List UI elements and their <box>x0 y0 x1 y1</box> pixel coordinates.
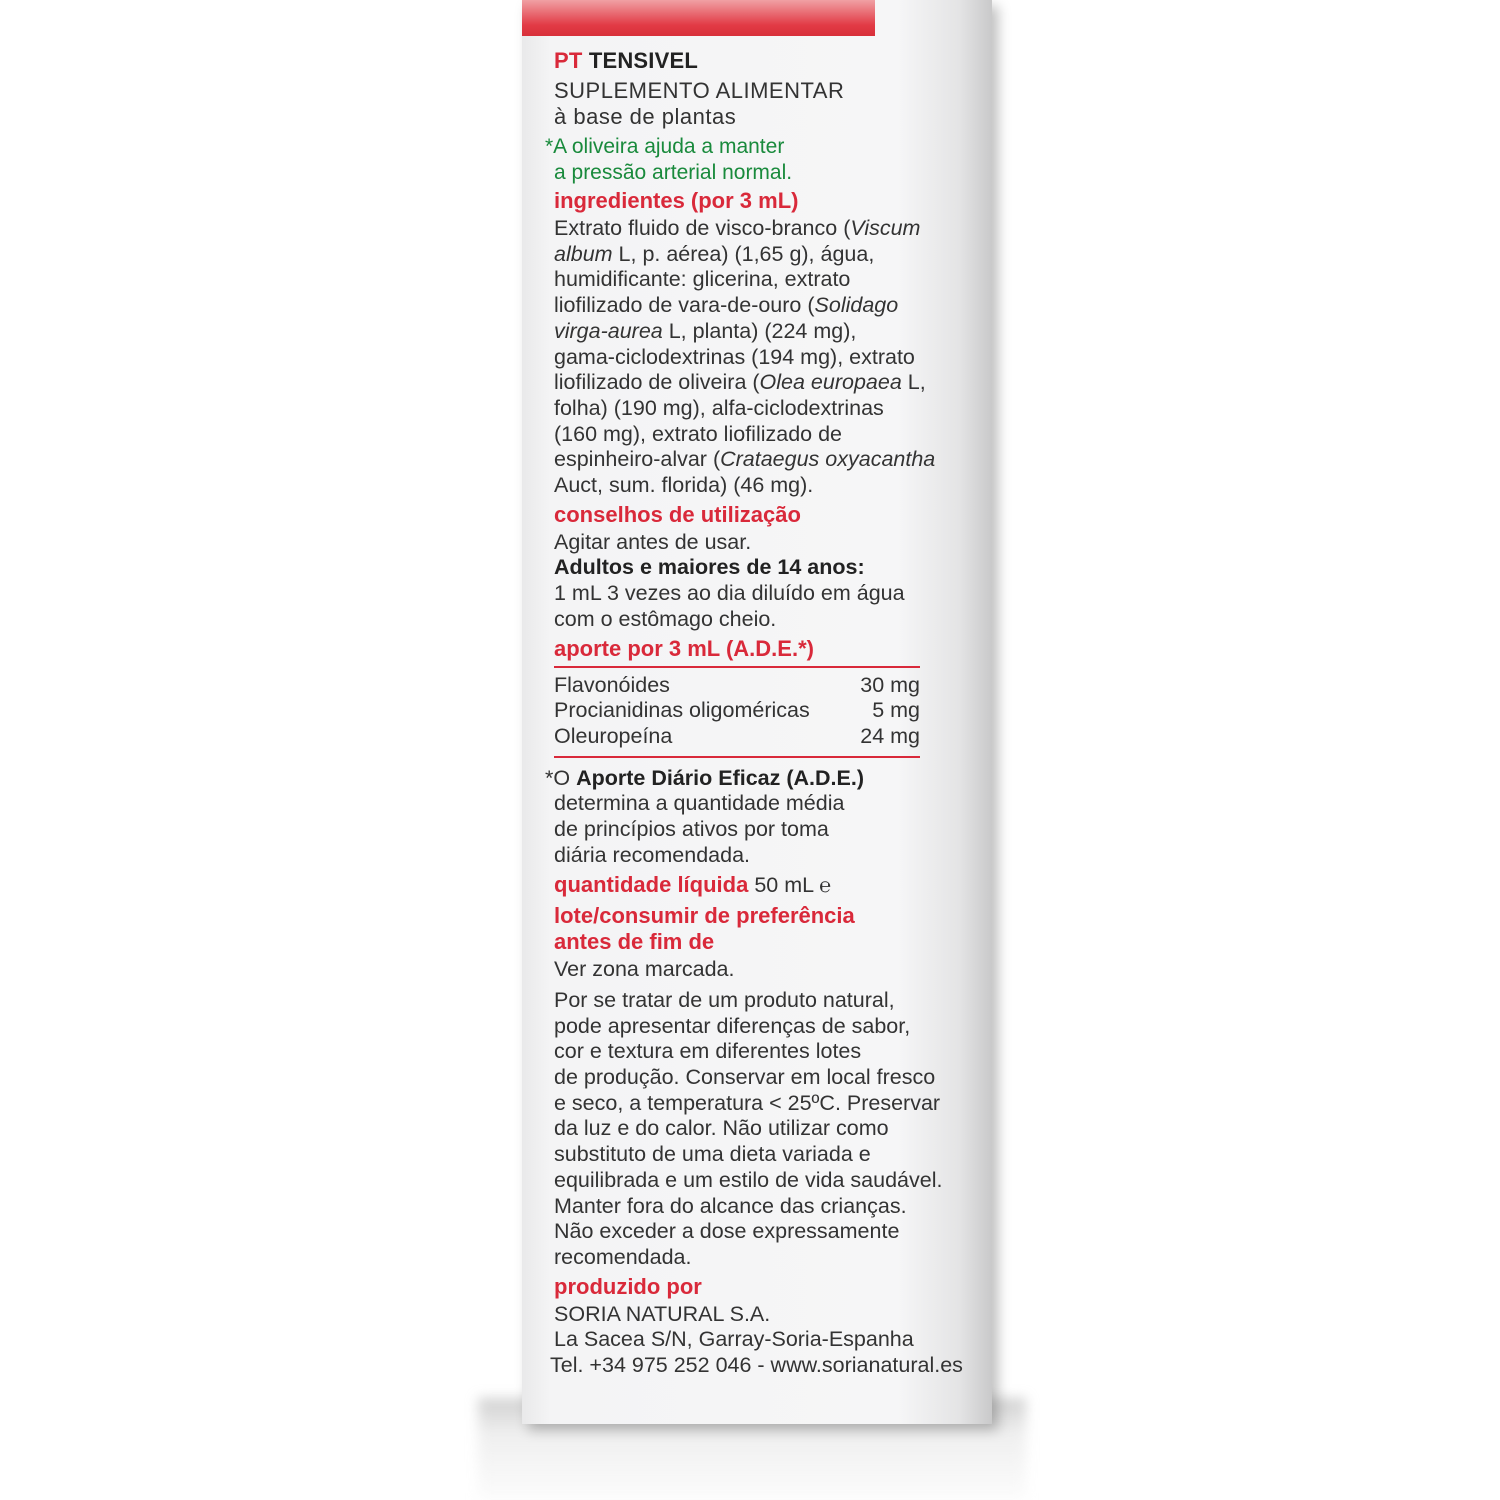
lot-heading-2: antes de fim de <box>554 929 715 955</box>
product-title <box>554 44 974 78</box>
claim-line-2: a pressão arterial normal. <box>554 160 793 184</box>
producer-heading: produzido por <box>554 1273 702 1299</box>
product-name: TENSIVEL <box>588 48 699 73</box>
table-row: Oleuropeína 24 mg <box>554 723 920 748</box>
subtitle-line-2: à base de plantas <box>554 104 737 129</box>
estimated-sign-icon: ℮ <box>819 875 832 898</box>
producer-name: SORIA NATURAL S.A. <box>554 1301 771 1326</box>
ade-footnote: *O Aporte Diário Eficaz (A.D.E.) determina a quantidade média de princípios ativos por toma diária recomendada. <box>545 765 864 867</box>
ingredient-line: liofilizado de vara-de-ouro (Solidago <box>554 293 899 318</box>
producer-contact: Tel. +34 975 252 046 - www.sorianatural.es <box>550 1353 963 1378</box>
table-row: Procianidinas oligoméricas 5 mg <box>554 698 920 723</box>
ingredients-heading: ingredientes (por 3 mL) <box>554 188 799 213</box>
usage-heading: conselhos de utilização <box>554 501 801 527</box>
red-top-band <box>522 0 875 36</box>
notice-paragraph: Por se tratar de um produto natural, pode apresentar diferenças de sabor, cor e textura em diferentes lotes de produção. Conservar em local fresco e seco, a temperatura < 25ºC. Preservar da luz e do calor. Não utilizar como substituto de uma dieta variada e equilibrada e um estilo de vida saudável. Manter fora do alcance das crianças. Não exceder a dose expressamente recomendada. <box>554 987 943 1269</box>
ingredient-line: humidificante: glicerina, extrato <box>554 267 851 292</box>
usage-line-1: Agitar antes de usar. <box>554 529 752 554</box>
ingredient-line: virga-aurea L, planta) (224 mg), <box>554 318 857 343</box>
ingredient-line: album L, p. aérea) (1,65 g), água, <box>554 241 875 266</box>
ingredient-line: (160 mg), extrato liofilizado de <box>554 421 843 446</box>
producer-address: La Sacea S/N, Garray-Soria-Espanha <box>554 1327 914 1352</box>
lot-heading-1: lote/consumir de preferência <box>554 903 855 929</box>
usage-line-3: com o estômago cheio. <box>554 606 777 631</box>
subtitle-line-1: SUPLEMENTO ALIMENTAR <box>554 78 845 103</box>
ingredient-line: Auct, sum. florida) (46 mg). <box>554 473 814 498</box>
ingredient-line: folha) (190 mg), alfa-ciclodextrinas <box>554 395 884 420</box>
ingredient-line: liofilizado de oliveira (Olea europaea L, <box>554 370 926 395</box>
net-quantity <box>554 872 974 900</box>
health-claim <box>545 134 974 185</box>
label-content <box>545 44 974 1379</box>
aporte-table <box>554 666 920 758</box>
language-code: PT <box>554 48 583 73</box>
quantity-value: 50 mL <box>754 873 814 898</box>
claim-line-1: *A oliveira ajuda a manter <box>545 135 785 158</box>
ingredient-line: espinheiro-alvar (Crataegus oxyacantha <box>554 447 936 472</box>
table-row: Flavonóides 30 mg <box>554 672 920 697</box>
ingredients-text <box>554 216 974 499</box>
quantity-label: quantidade líquida <box>554 872 749 898</box>
ingredient-line: gama-ciclodextrinas (194 mg), extrato <box>554 344 915 369</box>
lot-text: Ver zona marcada. <box>554 957 735 982</box>
usage-target: Adultos e maiores de 14 anos: <box>554 555 865 580</box>
aporte-heading: aporte por 3 mL (A.D.E.*) <box>554 635 814 661</box>
ingredient-line: Extrato fluido de visco-branco (Viscum <box>554 216 921 240</box>
usage-line-2: 1 mL 3 vezes ao dia diluído em água <box>554 581 905 606</box>
